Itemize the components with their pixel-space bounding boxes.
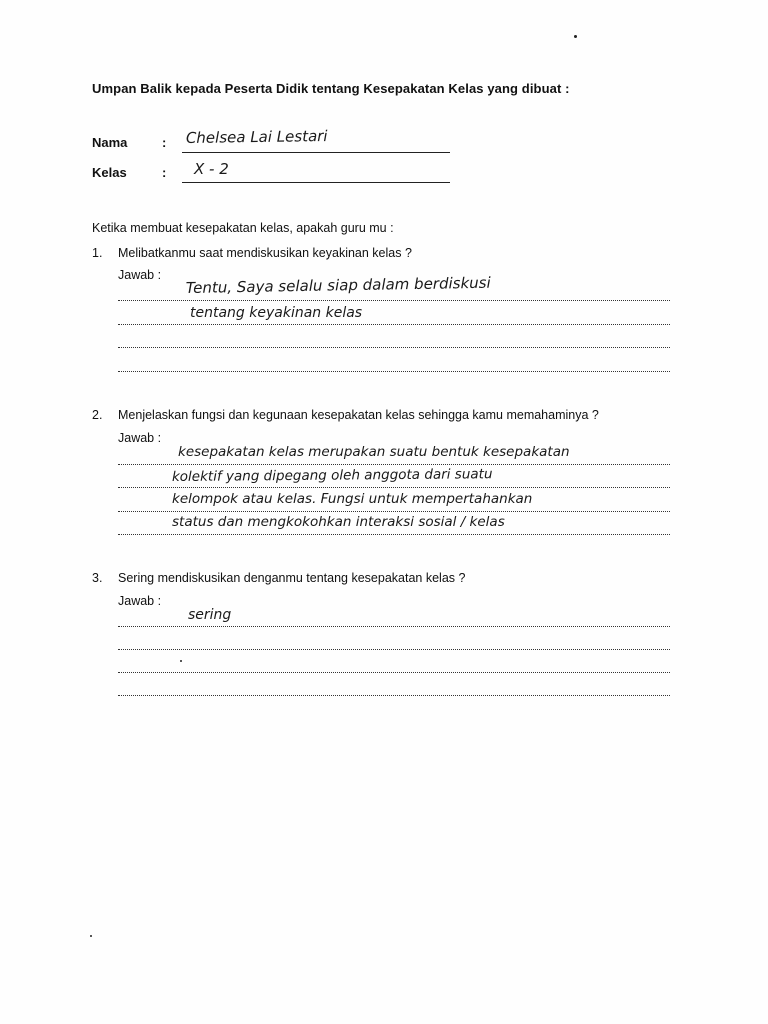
question-number: 3. [92,571,103,585]
answer-line [118,370,670,372]
question-number: 1. [92,246,103,260]
answer-line [118,510,670,512]
class-handwritten-value: X - 2 [194,160,229,178]
answer-2-line-1: kesepakatan kelas merupakan suatu bentuk kesepakatan [178,444,570,460]
name-underline [182,152,450,153]
answer-label-1: Jawab : [118,268,162,282]
answer-line [118,486,670,488]
answer-1-line-2: tentang keyakinan kelas [190,305,363,321]
answer-line [118,625,670,627]
class-underline [182,182,450,183]
class-colon: : [162,165,167,180]
question-text: Sering mendiskusikan denganmu tentang kesepakatan kelas ? [118,571,466,585]
answer-2-line-2: kolektif yang dipegang oleh anggota dari suatu [171,466,493,485]
answer-2-line-3: kelompok atau kelas. Fungsi untuk mempertahankan [172,491,533,507]
answer-label-2: Jawab : [118,431,162,445]
answer-3-line-1: sering [188,607,232,623]
scan-speck [180,660,182,662]
answer-line [118,648,670,650]
name-colon: : [162,135,167,150]
answer-1-line-1: Tentu, Saya selalu siap dalam berdiskusi [185,273,491,297]
name-label: Nama [92,135,128,150]
answer-line [118,463,670,465]
scan-speck [574,35,577,38]
answer-line [118,323,670,325]
answer-2-line-4: status dan mengkokohkan interaksi sosial / kelas [172,514,505,530]
answer-line [118,533,670,535]
answer-line [118,671,670,673]
form-title: Umpan Balik kepada Peserta Didik tentang Kesepakatan Kelas yang dibuat : [92,81,570,96]
answer-line [118,694,670,696]
class-row [92,161,472,183]
class-label: Kelas [92,165,127,180]
answer-line [118,346,670,348]
name-handwritten-value: Chelsea Lai Lestari [185,127,328,147]
intro-text: Ketika membuat kesepakatan kelas, apakah guru mu : [92,221,394,235]
answer-label-3: Jawab : [118,594,162,608]
question-text: Melibatkanmu saat mendiskusikan keyakinan kelas ? [118,246,412,260]
answer-line [118,299,670,301]
scan-speck [90,935,92,937]
question-text: Menjelaskan fungsi dan kegunaan kesepakatan kelas sehingga kamu memahaminya ? [118,408,599,422]
question-number: 2. [92,408,103,422]
